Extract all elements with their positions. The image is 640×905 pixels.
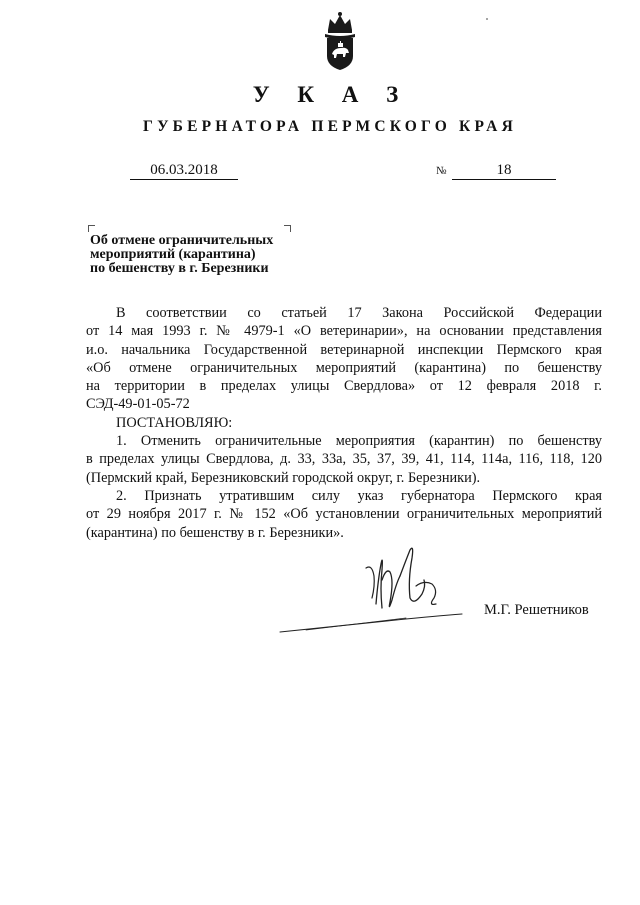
preamble-line: В соответствии со статьей 17 Закона Российской Федерации	[116, 305, 602, 321]
subject-corner-right	[284, 225, 291, 232]
item1-line: 1. Отменить ограничительные мероприятия (карантин) по бешенству	[116, 433, 602, 450]
subject-line: Об отмене ограничительных	[90, 233, 274, 248]
document-body	[86, 304, 602, 542]
document-title: У К А З	[252, 82, 410, 107]
document-subject	[90, 234, 310, 276]
preamble-line: СЭД-49-01-05-72	[86, 396, 190, 413]
item2-line: (карантина) по бешенству в г. Березники».	[86, 524, 344, 541]
preamble-line: и.о. начальника Государственной ветеринарной инспекции Пермского края	[86, 341, 602, 358]
document-subtitle: ГУБЕРНАТОРА ПЕРМСКОГО КРАЯ	[143, 118, 517, 135]
preamble-line: от 14 мая 1993 г. № 4979-1 «О ветеринарии», на основании представления	[86, 323, 602, 340]
preamble-line: на территории в пределах улицы Свердлова» от 12 февраля 2018 г.	[86, 378, 602, 395]
item2-line: от 29 ноября 2017 г. № 152 «Об установлении ограничительных мероприятий	[86, 506, 602, 523]
document-date: 06.03.2018	[130, 162, 238, 180]
subject-line: мероприятий (карантина)	[90, 247, 256, 262]
scan-speck	[486, 18, 488, 20]
handwritten-signature-icon	[276, 540, 466, 640]
signer-name: М.Г. Решетников	[484, 602, 589, 618]
item1-line: (Пермский край, Березниковский городской округ, г. Березники).	[86, 469, 481, 486]
subject-line: по бешенству в г. Березники	[90, 261, 269, 276]
coat-of-arms-icon	[322, 10, 358, 72]
document-number: 18	[452, 162, 556, 180]
decree-word: ПОСТАНОВЛЯЮ:	[116, 414, 233, 431]
preamble-line: «Об отмене ограничительных мероприятий (карантина) по бешенству	[86, 359, 602, 376]
item1-line: в пределах улицы Свердлова, д. 33, 33а, 35, 37, 39, 41, 114, 114а, 116, 118, 120	[86, 451, 602, 468]
item2-line: 2. Признать утратившим силу указ губернатора Пермского края	[116, 487, 602, 504]
subject-corner-left	[88, 225, 95, 232]
number-sign: №	[436, 165, 447, 177]
